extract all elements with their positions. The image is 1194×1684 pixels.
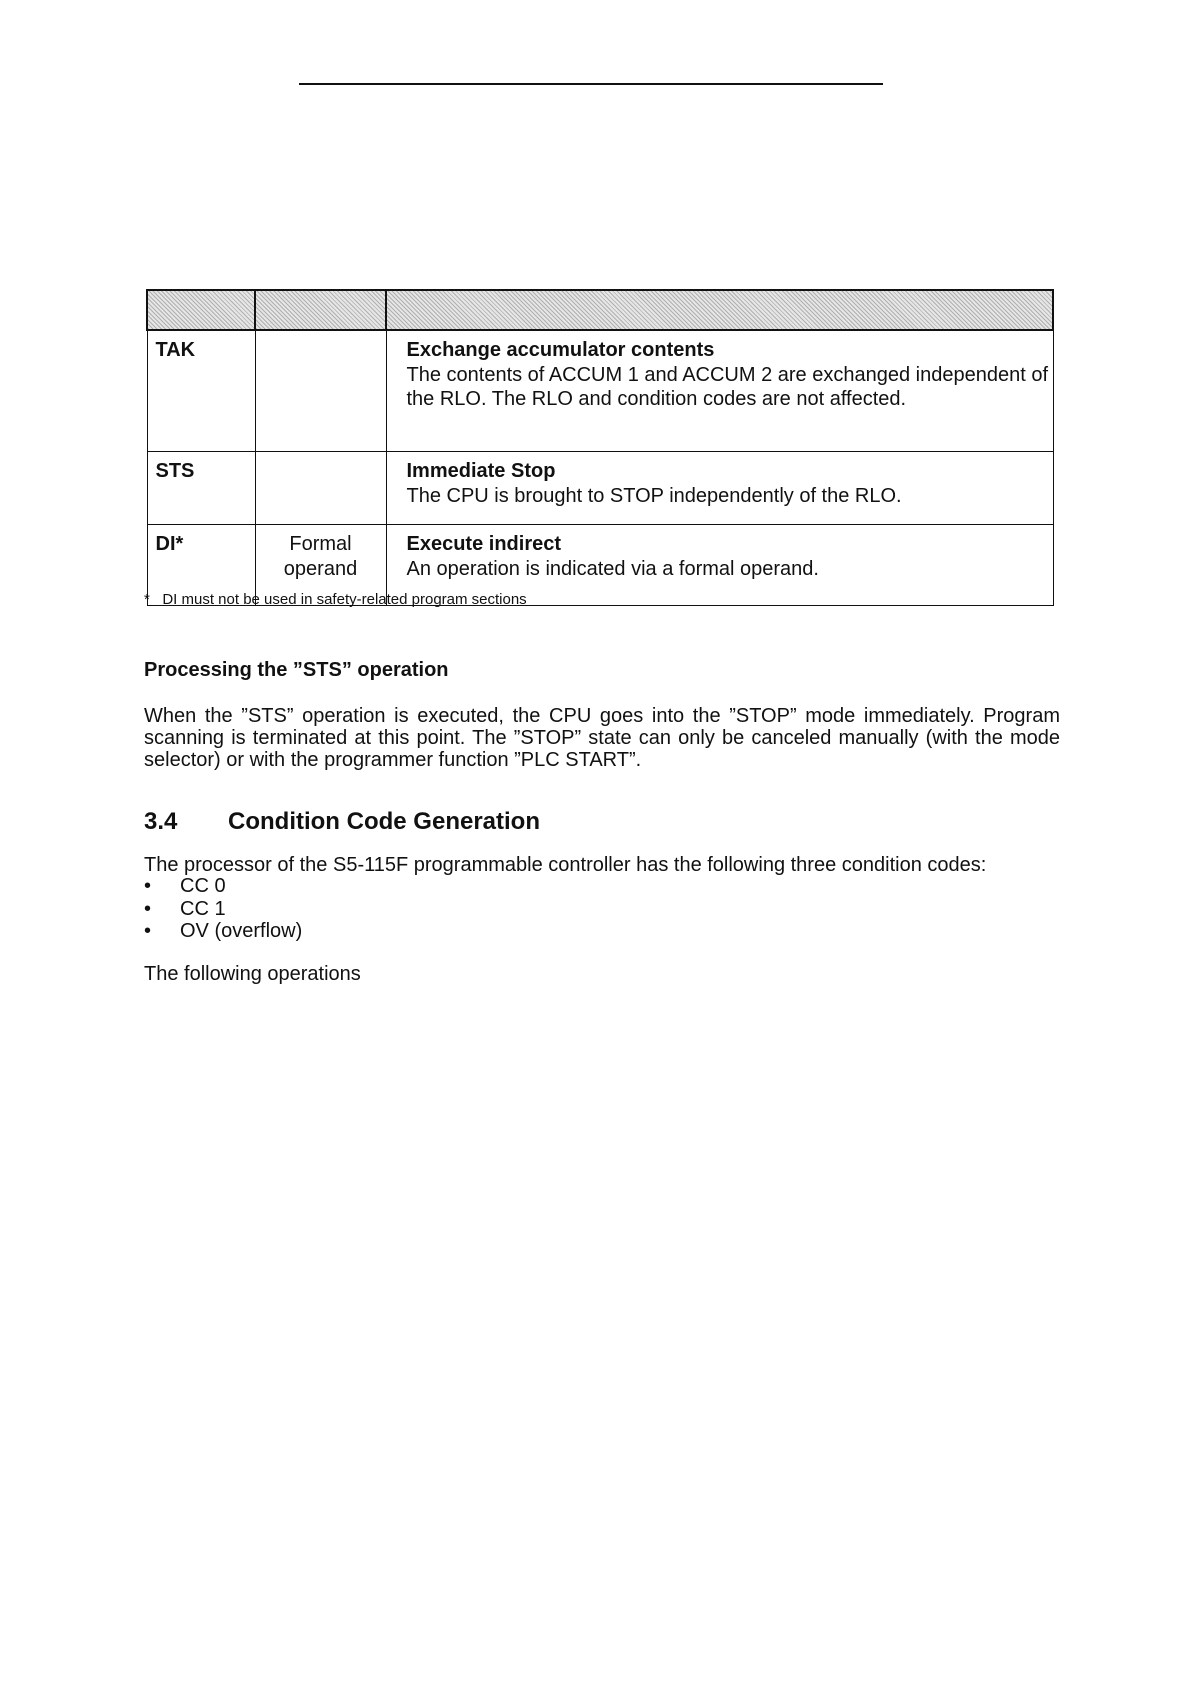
- table-header-row: [147, 290, 1053, 330]
- list-item-label: CC 1: [180, 897, 226, 920]
- list-item-label: OV (overflow): [180, 920, 303, 942]
- section-heading: [144, 808, 540, 836]
- list-item: [144, 898, 302, 921]
- operation-cell: DI*: [147, 525, 255, 606]
- header-cell-description: [386, 290, 1053, 330]
- bullet-icon: •: [144, 920, 152, 942]
- list-item: [144, 875, 302, 898]
- header-cell-operation: [147, 290, 255, 330]
- operand-cell: [255, 330, 386, 452]
- description-text: The CPU is brought to STOP independently of the RLO.: [406, 484, 902, 507]
- description-title: Immediate Stop: [406, 460, 556, 482]
- bullet-icon: •: [144, 875, 152, 897]
- section-intro: The processor of the S5-115F programmable controller has the following three condition codes:: [144, 854, 987, 876]
- description-title: Execute indirect: [406, 533, 562, 555]
- processing-paragraph: When the ”STS” operation is executed, the CPU goes into the ”STOP” mode immediately. Program scanning is terminated at this point. The ”STOP” state can only be canceled manually (with the mode selector) or with the programmer function ”PLC START”.: [144, 705, 1060, 771]
- operation-cell: TAK: [147, 330, 255, 452]
- operation-cell: STS: [147, 452, 255, 525]
- section-number: 3.4: [144, 808, 178, 835]
- processing-heading: Processing the ”STS” operation: [144, 659, 449, 681]
- table-row: [147, 452, 1053, 525]
- description-cell: [386, 452, 1053, 525]
- header-cell-operand: [255, 290, 386, 330]
- condition-code-list: [144, 875, 302, 943]
- operand-line: operand: [283, 557, 358, 580]
- operations-table: [146, 289, 1054, 606]
- table-footnote: * DI must not be used in safety-related program sections: [144, 591, 527, 608]
- operand-line: Formal: [289, 533, 352, 555]
- description-cell: [386, 330, 1053, 452]
- table-row: [147, 330, 1053, 452]
- description-title: Exchange accumulator contents: [406, 339, 715, 361]
- section-title: Condition Code Generation: [228, 808, 540, 835]
- closing-text: The following operations: [144, 963, 361, 985]
- bullet-icon: •: [144, 897, 152, 920]
- list-item-label: CC 0: [180, 875, 226, 897]
- operand-cell: [255, 452, 386, 525]
- description-text: The contents of ACCUM 1 and ACCUM 2 are exchanged independent of the RLO. The RLO and condition codes are not affected.: [406, 363, 1048, 410]
- description-text: An operation is indicated via a formal operand.: [406, 557, 819, 580]
- top-rule: [299, 83, 883, 85]
- list-item: [144, 920, 302, 943]
